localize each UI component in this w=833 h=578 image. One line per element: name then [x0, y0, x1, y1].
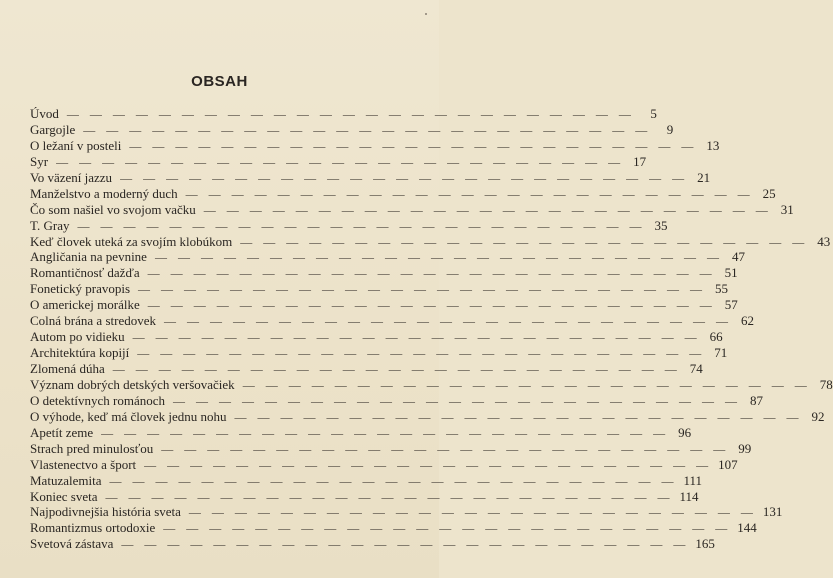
toc-entry [30, 265, 738, 281]
toc-entry-page: 47 [731, 249, 745, 265]
toc-entry-title: Manželstvo a moderný duch [30, 185, 178, 201]
dash-leader: — — — — — — — — — — — — — — — — — — — — — — — — — [185, 186, 754, 201]
toc-entry [30, 281, 729, 297]
toc-entry-page: 92 [811, 408, 825, 424]
dash-leader: — — — — — — — — — — — — — — — — — — — — — — — — — [83, 122, 652, 137]
toc-entry [30, 169, 711, 186]
dash-leader: — — — — — — — — — — — — — — — — — — — — — — — — — [163, 314, 732, 329]
dash-leader: — — — — — — — — — — — — — — — — — — — — — — — — — [154, 250, 723, 265]
toc-entry-title: O výhode, keď má človek jednu nohu [30, 408, 227, 424]
dash-leader: — — — — — — — — — — — — — — — — — — — — — — — — — [101, 425, 670, 440]
toc-entry [30, 440, 752, 457]
dash-leader: — — — — — — — — — — — — — — — — — — — — — — — — — [144, 457, 713, 472]
toc-entry-page: 35 [654, 217, 668, 233]
toc-entry [30, 201, 794, 218]
toc-entry-page: 43 [817, 233, 831, 249]
toc-entry-title: Romantizmus ortodoxie [30, 520, 156, 536]
toc-entry-title: Koniec sveta [30, 488, 98, 504]
toc-entry [30, 504, 783, 520]
toc-entry-page: 9 [666, 121, 674, 137]
toc-entry-title: Architektúra kopijí [30, 345, 130, 361]
toc-entry [30, 185, 776, 202]
dash-leader: — — — — — — — — — — — — — — — — — — — — — — — — — [173, 393, 742, 408]
toc-entry-title: Strach pred minulosťou [30, 440, 154, 456]
dash-leader: — — — — — — — — — — — — — — — — — — — — — — — — — [161, 441, 730, 456]
toc-entry [30, 217, 668, 234]
toc-entry-title: Romantičnosť dažďa [30, 265, 140, 281]
toc-entry [30, 297, 738, 313]
toc-entry [30, 472, 703, 489]
toc-entry [30, 153, 647, 170]
toc-entry-title: Význam dobrých detských veršovačiek [30, 376, 235, 392]
toc-entry-page: 74 [689, 361, 703, 376]
toc-entry [30, 345, 728, 361]
toc-entry-page: 131 [762, 504, 783, 520]
dash-leader: — — — — — — — — — — — — — — — — — — — — — — — — — [66, 107, 635, 121]
toc-entry-title: Apetít zeme [30, 424, 94, 440]
dash-leader: — — — — — — — — — — — — — — — — — — — — — — — — — [105, 489, 674, 504]
toc-entry-page: 31 [780, 201, 794, 217]
toc-entry [30, 408, 825, 425]
toc-entry [30, 361, 703, 377]
toc-entry-title: O americkej morálke [30, 297, 140, 313]
toc-entry-page: 107 [718, 456, 738, 472]
toc-entry-page: 25 [762, 185, 776, 201]
toc-entry-title: Svetová zástava [30, 536, 114, 552]
toc-entry-title: Syr [30, 153, 49, 169]
toc-entry-title: Gargojle [30, 121, 76, 137]
toc-entry [30, 520, 757, 536]
dash-leader: — — — — — — — — — — — — — — — — — — — — — — — — — [234, 409, 803, 424]
dash-leader: — — — — — — — — — — — — — — — — — — — — — — — — — [77, 218, 646, 233]
toc-entry-page: 87 [750, 392, 764, 408]
page-title: OBSAH [191, 73, 248, 90]
toc-entry-title: Colná brána a stredovek [30, 313, 156, 329]
toc-entry-page: 66 [709, 329, 723, 345]
toc-entry-title: Matuzalemita [30, 472, 102, 488]
toc-entry-page: 99 [738, 440, 752, 456]
toc-entry [30, 313, 754, 329]
toc-entry-title: O ležaní v posteli [30, 137, 122, 153]
toc-entry-page: 51 [724, 265, 738, 281]
toc-entry-page: 55 [715, 281, 729, 297]
toc-entry-title: Úvod [30, 106, 59, 121]
dash-leader: — — — — — — — — — — — — — — — — — — — — — — — — — [188, 505, 757, 520]
toc-entry-page: 71 [714, 345, 728, 361]
dash-leader: — — — — — — — — — — — — — — — — — — — — — — — — — [138, 282, 707, 297]
toc-entry-title: Keď človek uteká za svojím klobúkom [30, 233, 233, 249]
toc-entry [30, 249, 745, 265]
toc-entry [30, 536, 715, 552]
paper-speck [425, 13, 427, 15]
toc-entry-page: 13 [706, 137, 720, 153]
toc-entry [30, 233, 831, 250]
toc-entry-page: 165 [695, 536, 715, 552]
toc-entry-page: 62 [740, 313, 754, 329]
dash-leader: — — — — — — — — — — — — — — — — — — — — — — — — — [120, 170, 689, 185]
toc-entry-page: 144 [737, 520, 757, 536]
table-of-contents [30, 106, 833, 552]
toc-entry-title: Vo väzení jazzu [30, 169, 113, 185]
dash-leader: — — — — — — — — — — — — — — — — — — — — — — — — — [147, 266, 716, 281]
toc-entry [30, 424, 692, 441]
toc-entry-title: Vlastenectvo a šport [30, 456, 137, 472]
toc-entry-page: 96 [678, 424, 692, 440]
toc-entry [30, 121, 674, 138]
toc-entry-page: 57 [724, 297, 738, 313]
toc-entry-page: 21 [697, 169, 711, 185]
dash-leader: — — — — — — — — — — — — — — — — — — — — — — — — — [137, 346, 706, 361]
dash-leader: — — — — — — — — — — — — — — — — — — — — — — — — — [147, 298, 716, 313]
toc-entry-page: 17 [633, 153, 647, 169]
toc-entry [30, 488, 699, 505]
toc-entry-page: 114 [679, 488, 699, 504]
toc-entry-title: Zlomená dúha [30, 361, 105, 376]
toc-entry [30, 106, 657, 122]
toc-entry-title: Angličania na pevnine [30, 249, 147, 265]
toc-entry [30, 392, 764, 409]
toc-entry-title: T. Gray [30, 217, 70, 233]
dash-leader: — — — — — — — — — — — — — — — — — — — — — — — — — [132, 330, 701, 345]
toc-entry-title: Čo som našiel vo svojom vačku [30, 201, 196, 217]
toc-entry-page: 111 [683, 472, 703, 488]
toc-entry-title: Fonetický pravopis [30, 281, 131, 297]
dash-leader: — — — — — — — — — — — — — — — — — — — — — — — — — [242, 377, 811, 392]
toc-entry-title: O detektívnych románoch [30, 392, 166, 408]
dash-leader: — — — — — — — — — — — — — — — — — — — — — — — — — [109, 473, 678, 488]
dash-leader: — — — — — — — — — — — — — — — — — — — — — — — — — [112, 362, 681, 376]
dash-leader: — — — — — — — — — — — — — — — — — — — — — — — — — [56, 154, 625, 169]
dash-leader: — — — — — — — — — — — — — — — — — — — — — — — — — [203, 202, 772, 217]
toc-entry [30, 329, 723, 345]
toc-entry-title: Najpodivnejšia história sveta [30, 504, 181, 520]
toc-entry-title: Autom po vidieku [30, 329, 125, 345]
toc-entry-page: 78 [819, 376, 833, 392]
toc-entry [30, 376, 833, 393]
toc-entry-page: 5 [650, 106, 657, 121]
toc-entry [30, 456, 738, 473]
toc-entry [30, 137, 720, 154]
dash-leader: — — — — — — — — — — — — — — — — — — — — — — — — — [129, 138, 698, 153]
dash-leader: — — — — — — — — — — — — — — — — — — — — — — — — — [163, 521, 732, 536]
dash-leader: — — — — — — — — — — — — — — — — — — — — — — — — — [240, 234, 809, 249]
dash-leader: — — — — — — — — — — — — — — — — — — — — — — — — — [121, 537, 690, 552]
